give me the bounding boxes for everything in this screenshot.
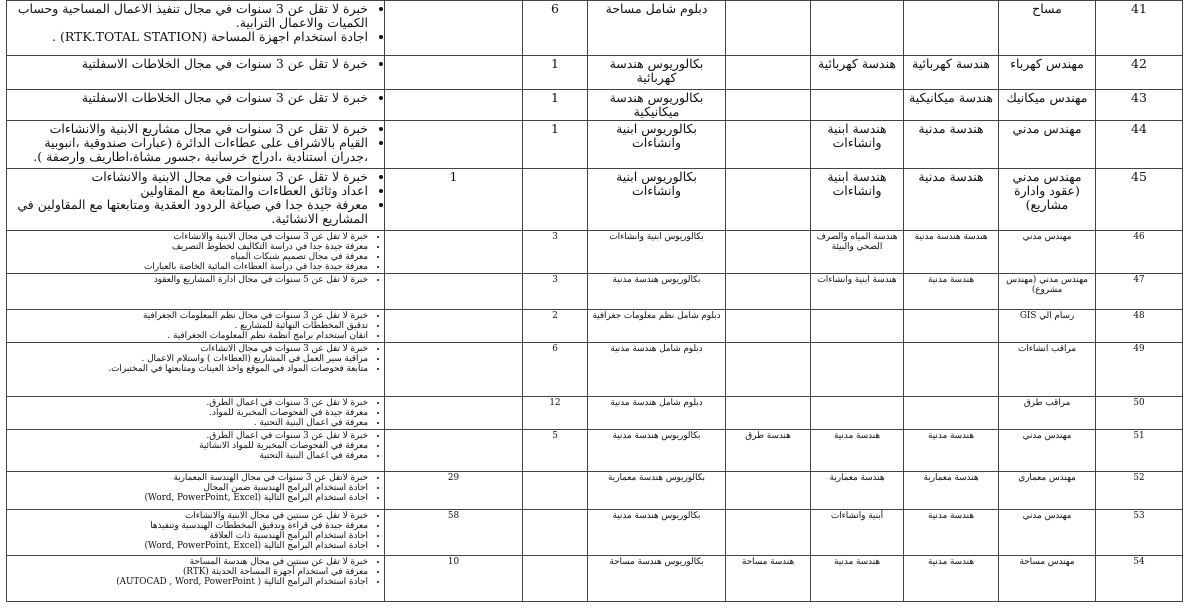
- requirements-list: [10, 2, 382, 44]
- job-title-cell: مهندس كهرباء: [999, 56, 1096, 90]
- qualification-cell: بكالوريوس هندسة كهربائية: [588, 56, 726, 90]
- count-cell: [523, 472, 588, 510]
- requirements-cell: [7, 510, 385, 556]
- job-title-cell: مراقب انشاءات: [999, 343, 1096, 397]
- qualification-cell: دبلوم شامل نظم معلومات جغرافية: [588, 310, 726, 343]
- requirements-cell: [7, 430, 385, 472]
- seq-cell: 47: [1096, 274, 1183, 310]
- table-row: [7, 169, 1183, 231]
- count-extra-cell: [385, 121, 523, 169]
- specialization-extra-cell: [726, 472, 811, 510]
- job-title-cell: رسام الي GIS: [999, 310, 1096, 343]
- seq-cell: 46: [1096, 231, 1183, 274]
- count-cell: 6: [523, 1, 588, 56]
- qualification-cell: بكالوريوس ابنية وانشاءات: [588, 169, 726, 231]
- requirement-item: • خبرة لا تقل عن 3 سنوات في مجال تنفيذ الاعمال المساحية وحساب الكميات والاعمال الترابية.: [10, 2, 368, 30]
- requirements-cell: [7, 556, 385, 602]
- count-cell: 2: [523, 310, 588, 343]
- table-row: [7, 1, 1183, 56]
- specialization-extra-cell: [726, 397, 811, 430]
- table-row: [7, 274, 1183, 310]
- specialization-cell: هندسة معمارية: [904, 472, 999, 510]
- seq-cell: 50: [1096, 397, 1183, 430]
- requirements-cell: [7, 90, 385, 121]
- requirement-item: • خبرة لا تقل عن 3 سنوات في مجال الابنية والانشاءات: [10, 232, 368, 242]
- requirement-item: • خبرة لا تقل عن 3 سنوات في اعمال الطرق.: [10, 398, 368, 408]
- count-cell: 1: [523, 121, 588, 169]
- requirement-item: • معرفة في اعمال البنية التحتية: [10, 451, 368, 461]
- count-extra-cell: [385, 397, 523, 430]
- qualification-cell: دبلوم شامل هندسة مدنية: [588, 397, 726, 430]
- qualification-cell: بكالوريوس هندسة مدنية: [588, 274, 726, 310]
- specialization-cell: [904, 310, 999, 343]
- requirement-item: • متابعة فحوصات المواد في الموقع واخذ العينات ومتابعتها في المختبرات.: [10, 364, 368, 374]
- requirement-item: • خبرة لاتقل عن 3 سنوات في مجال الهندسة المعمارية: [10, 473, 368, 483]
- count-cell: 6: [523, 343, 588, 397]
- requirement-item: • اجادة استخدام البرامج الهندسية ضمن المجال: [10, 483, 368, 493]
- requirements-list: [10, 398, 382, 428]
- requirement-item: • معرفة جيدة في قراءة وتدقيق المخططات الهندسية وتنفيذها: [10, 521, 368, 531]
- seq-cell: 43: [1096, 90, 1183, 121]
- requirement-item: • خبرة لا تقل عن 3 سنوات في مجال الانشاءات: [10, 344, 368, 354]
- specialization-extra-cell: [726, 510, 811, 556]
- specialization-cell: هندسة ميكانيكية: [904, 90, 999, 121]
- specialization-cell: هندسة مدنية: [904, 274, 999, 310]
- requirements-list: [10, 170, 382, 226]
- table-row: [7, 231, 1183, 274]
- job-title-cell: مساح: [999, 1, 1096, 56]
- qualification-cell: بكالوريوس هندسة مساحة: [588, 556, 726, 602]
- requirements-list: [10, 473, 382, 503]
- count-extra-cell: [385, 231, 523, 274]
- specialization-alt-cell: هندسة مدنية: [811, 556, 904, 602]
- specialization-extra-cell: [726, 343, 811, 397]
- specialization-alt-cell: [811, 90, 904, 121]
- count-extra-cell: [385, 1, 523, 56]
- specialization-alt-cell: هندسة المياه والصرف الصحي والبيئة: [811, 231, 904, 274]
- qualification-cell: بكالوريوس ابنية وانشاءات: [588, 231, 726, 274]
- count-extra-cell: [385, 90, 523, 121]
- count-cell: 1: [523, 56, 588, 90]
- requirements-cell: [7, 56, 385, 90]
- specialization-alt-cell: هندسة ابنية وانشاءات: [811, 274, 904, 310]
- requirement-item: • تدقيق المخططات النهائية للمشاريع .: [10, 321, 368, 331]
- specialization-alt-cell: [811, 310, 904, 343]
- seq-cell: 42: [1096, 56, 1183, 90]
- job-title-cell: مهندس مدني: [999, 121, 1096, 169]
- seq-cell: 51: [1096, 430, 1183, 472]
- seq-cell: 53: [1096, 510, 1183, 556]
- job-title-cell: مهندس معماري: [999, 472, 1096, 510]
- jobs-table: [6, 0, 1183, 602]
- count-cell: 3: [523, 231, 588, 274]
- requirement-item: • خبرة لا تقل عن 5 سنوات في مجال ادارة المشاريع والعقود: [10, 275, 368, 285]
- seq-cell: 52: [1096, 472, 1183, 510]
- qualification-cell: بكالوريوس هندسة مدنية: [588, 510, 726, 556]
- requirements-cell: [7, 310, 385, 343]
- table-row: [7, 343, 1183, 397]
- qualification-cell: بكالوريوس هندسة مدنية: [588, 430, 726, 472]
- specialization-cell: [904, 343, 999, 397]
- specialization-alt-cell: هندسة ابنية وانشاءات: [811, 169, 904, 231]
- requirement-item: • معرفة جيدة جدا في دراسة العطاءات المائية الخاصة بالعبارات: [10, 262, 368, 272]
- table-row: [7, 430, 1183, 472]
- requirements-cell: [7, 397, 385, 430]
- count-extra-cell: [385, 430, 523, 472]
- requirement-item: • معرفة في مجال تصميم شبكات المياه: [10, 252, 368, 262]
- specialization-alt-cell: [811, 1, 904, 56]
- qualification-cell: دبلوم شامل هندسة مدنية: [588, 343, 726, 397]
- requirement-item: • معرفة في الفحوصات المخبرية للمواد الانشائية: [10, 441, 368, 451]
- specialization-alt-cell: هندسة كهربائية: [811, 56, 904, 90]
- requirement-item: • اجادة استخدام اجهزة المساحة (RTK.TOTAL STATION) .: [10, 30, 368, 44]
- count-cell: [523, 169, 588, 231]
- specialization-alt-cell: [811, 343, 904, 397]
- specialization-extra-cell: هندسة طرق: [726, 430, 811, 472]
- count-extra-cell: 10: [385, 556, 523, 602]
- count-cell: [523, 510, 588, 556]
- requirement-item: • خبرة لا تقل عن 3 سنوات في مجال الابنية والانشاءات: [10, 170, 368, 184]
- count-cell: [523, 556, 588, 602]
- qualification-cell: بكالوريوس هندسة ميكانيكية: [588, 90, 726, 121]
- specialization-cell: [904, 397, 999, 430]
- job-title-cell: مهندس مدني: [999, 430, 1096, 472]
- specialization-cell: هندسة مدنية: [904, 510, 999, 556]
- specialization-extra-cell: هندسة مساحة: [726, 556, 811, 602]
- job-title-cell: مهندس ميكانيك: [999, 90, 1096, 121]
- requirement-item: • معرفة جيدة في الفحوصات المخبرية للمواد.: [10, 408, 368, 418]
- table-row: [7, 310, 1183, 343]
- requirement-item: • خبرة لا تقل عن سنتين في مجال هندسة المساحة: [10, 557, 368, 567]
- specialization-cell: هندسة مدنية: [904, 430, 999, 472]
- requirement-item: • خبرة لا تقل عن 3 سنوات في مجال نظم المعلومات الجغرافية: [10, 311, 368, 321]
- count-cell: 12: [523, 397, 588, 430]
- requirements-list: [10, 91, 382, 105]
- count-extra-cell: [385, 343, 523, 397]
- table-row: [7, 121, 1183, 169]
- job-title-cell: مهندس مدني: [999, 231, 1096, 274]
- requirement-item: • معرفة جيدة جدا في دراسة التكاليف لخطوط التصريف: [10, 242, 368, 252]
- seq-cell: 48: [1096, 310, 1183, 343]
- requirements-list: [10, 122, 382, 164]
- requirement-item: • اتقان استخدام برامج انظمة نظم المعلومات الجغرافية .: [10, 331, 368, 341]
- requirements-list: [10, 431, 382, 461]
- specialization-extra-cell: [726, 56, 811, 90]
- count-extra-cell: [385, 310, 523, 343]
- specialization-cell: هندسة كهربائية: [904, 56, 999, 90]
- seq-cell: 54: [1096, 556, 1183, 602]
- count-cell: 5: [523, 430, 588, 472]
- table-row: [7, 556, 1183, 602]
- specialization-alt-cell: هندسة ابنية وانشاءات: [811, 121, 904, 169]
- job-title-cell: مهندس مدني: [999, 510, 1096, 556]
- requirement-item: • اجادة استخدام البرامج التالية (Word, PowerPoint, Excel): [10, 493, 368, 503]
- job-title-cell: مهندس مساحة: [999, 556, 1096, 602]
- requirement-item: • اجادة استخدام البرامج الهندسية ذات العلاقة: [10, 531, 368, 541]
- specialization-cell: هندسة هندسة مدنية: [904, 231, 999, 274]
- seq-cell: 45: [1096, 169, 1183, 231]
- seq-cell: 44: [1096, 121, 1183, 169]
- specialization-extra-cell: [726, 1, 811, 56]
- specialization-alt-cell: [811, 397, 904, 430]
- specialization-alt-cell: هندسة معمارية: [811, 472, 904, 510]
- seq-cell: 49: [1096, 343, 1183, 397]
- specialization-extra-cell: [726, 310, 811, 343]
- specialization-extra-cell: [726, 121, 811, 169]
- specialization-cell: هندسة مدنية: [904, 121, 999, 169]
- job-title-cell: مراقب طرق: [999, 397, 1096, 430]
- count-extra-cell: 58: [385, 510, 523, 556]
- table-row: [7, 397, 1183, 430]
- seq-cell: 41: [1096, 1, 1183, 56]
- specialization-extra-cell: [726, 274, 811, 310]
- qualification-cell: بكالوريوس هندسة معمارية: [588, 472, 726, 510]
- requirement-item: • معرفة جيدة جدا في صياغة الردود العقدية ومتابعتها مع المقاولين في المشاريع الانشائية.: [10, 198, 368, 226]
- count-cell: 1: [523, 90, 588, 121]
- requirements-list: [10, 232, 382, 272]
- requirements-cell: [7, 343, 385, 397]
- requirements-cell: [7, 169, 385, 231]
- table-row: [7, 90, 1183, 121]
- requirement-item: • مراقبة سير العمل في المشاريع (العطاءات ) واستلام الاعمال .: [10, 354, 368, 364]
- specialization-cell: هندسة مدنية: [904, 169, 999, 231]
- count-extra-cell: [385, 56, 523, 90]
- requirements-cell: [7, 274, 385, 310]
- requirement-item: • اجادة استخدام البرامج التالية ( AUTOCAD , Word, PowerPoint): [10, 577, 368, 587]
- count-extra-cell: 29: [385, 472, 523, 510]
- requirements-list: [10, 511, 382, 551]
- requirements-list: [10, 344, 382, 374]
- specialization-extra-cell: [726, 90, 811, 121]
- specialization-extra-cell: [726, 169, 811, 231]
- specialization-cell: هندسة مدنية: [904, 556, 999, 602]
- requirements-cell: [7, 231, 385, 274]
- qualification-cell: دبلوم شامل مساحة: [588, 1, 726, 56]
- requirements-list: [10, 311, 382, 341]
- requirements-cell: [7, 121, 385, 169]
- requirement-item: • خبرة لا تقل عن سنتين في مجال الابنية والانشاءات: [10, 511, 368, 521]
- job-title-cell: مهندس مدني (مهندس مشروع): [999, 274, 1096, 310]
- job-title-cell: مهندس مدني (عقود وادارة مشاريع): [999, 169, 1096, 231]
- specialization-alt-cell: هندسة مدنية: [811, 430, 904, 472]
- count-cell: 3: [523, 274, 588, 310]
- specialization-cell: [904, 1, 999, 56]
- specialization-extra-cell: [726, 231, 811, 274]
- requirement-item: • اجادة استخدام البرامج التالية (Word, PowerPoint, Excel): [10, 541, 368, 551]
- requirements-cell: [7, 1, 385, 56]
- requirement-item: • القيام بالاشراف على عطاءات الدائرة (عبارات صندوقية ،انبوبية ،جدران استنادية ،ادراج خرسانية ،جسور مشاة،اطاريف وارصفة ).: [10, 136, 368, 164]
- requirements-list: [10, 57, 382, 71]
- count-extra-cell: [385, 274, 523, 310]
- table-row: [7, 510, 1183, 556]
- requirements-list: [10, 275, 382, 285]
- requirement-item: • خبرة لا تقل عن 3 سنوات في مجال مشاريع الابنية والانشاءات: [10, 122, 368, 136]
- requirement-item: • معرفة في اعمال البنية التحتية .: [10, 418, 368, 428]
- requirement-item: • اعداد وثائق العطاءات والمتابعة مع المقاولين: [10, 184, 368, 198]
- requirement-item: • خبرة لا تقل عن 3 سنوات في اعمال الطرق.: [10, 431, 368, 441]
- requirement-item: • خبرة لا تقل عن 3 سنوات في مجال الخلاطات الاسفلتية: [10, 91, 368, 105]
- requirement-item: • معرفة في استخدام أجهزة المساحة الحديثة (RTK): [10, 567, 368, 577]
- requirement-item: • خبرة لا تقل عن 3 سنوات في مجال الخلاطات الاسفلتية: [10, 57, 368, 71]
- qualification-cell: بكالوريوس ابنية وانشاءات: [588, 121, 726, 169]
- count-extra-cell: 1: [385, 169, 523, 231]
- requirements-list: [10, 557, 382, 587]
- requirements-cell: [7, 472, 385, 510]
- specialization-alt-cell: أبنية وانشاءات: [811, 510, 904, 556]
- table-row: [7, 472, 1183, 510]
- table-row: [7, 56, 1183, 90]
